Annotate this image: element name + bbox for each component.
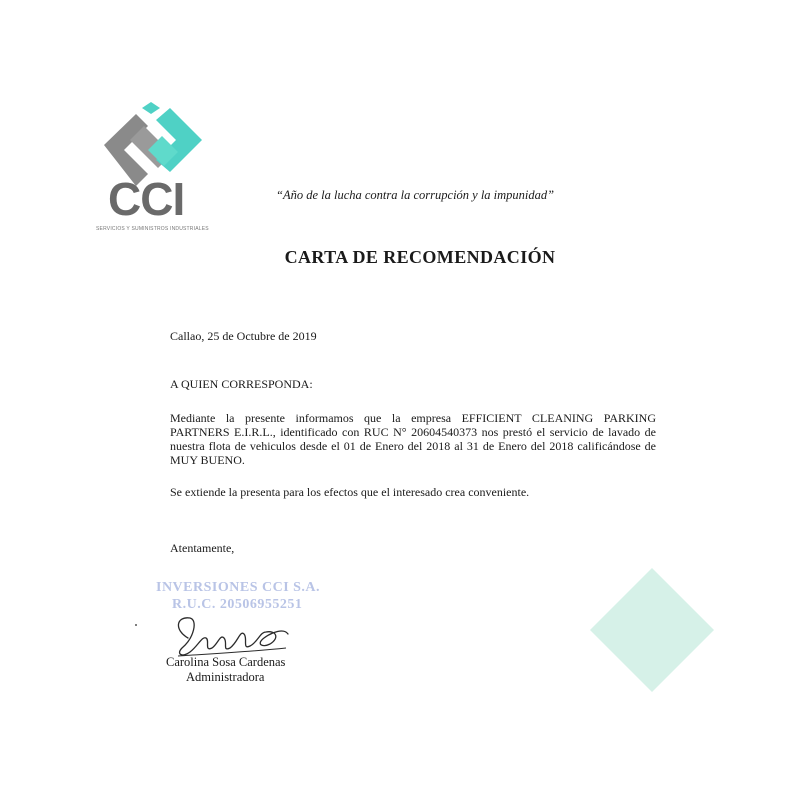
closing-paragraph: Se extiende la presenta para los efectos que el interesado crea conveniente. xyxy=(170,485,530,499)
stamp-company: INVERSIONES CCI S.A. xyxy=(156,580,321,595)
signer-role: Administradora xyxy=(186,670,265,684)
paragraph-line: MUY BUENO. xyxy=(170,453,245,467)
closing-salutation: Atentamente, xyxy=(170,541,235,555)
logo-tagline: SERVICIOS Y SUMINISTROS INDUSTRIALES xyxy=(96,226,209,232)
year-motto: “Año de la lucha contra la corrupción y la impunidad” xyxy=(276,188,555,202)
paragraph-line: PARTNERS E.I.R.L., identificado con RUC N° 20604540373 nos prestó el servicio de lavado de xyxy=(170,425,656,439)
paragraph-line: Mediante la presente informamos que la empresa EFFICIENT CLEANING PARKING xyxy=(170,411,656,425)
salutation: A QUIEN CORRESPONDA: xyxy=(170,377,313,391)
stamp-ruc: R.U.C. 20506955251 xyxy=(172,597,303,612)
watermark-diamond xyxy=(586,564,718,696)
main-paragraph xyxy=(170,411,656,467)
signer-name: Carolina Sosa Cardenas xyxy=(166,655,286,669)
logo-wordmark: CCI xyxy=(108,173,185,225)
paragraph-line: nuestra flota de vehiculos desde el 01 de Enero del 2018 al 31 de Enero del 2018 calificándose de xyxy=(170,439,656,453)
date-line: Callao, 25 de Octubre de 2019 xyxy=(170,329,317,343)
document-title: CARTA DE RECOMENDACIÓN xyxy=(284,247,556,267)
scan-speck xyxy=(135,624,137,626)
logo-top-diamond xyxy=(142,102,160,114)
